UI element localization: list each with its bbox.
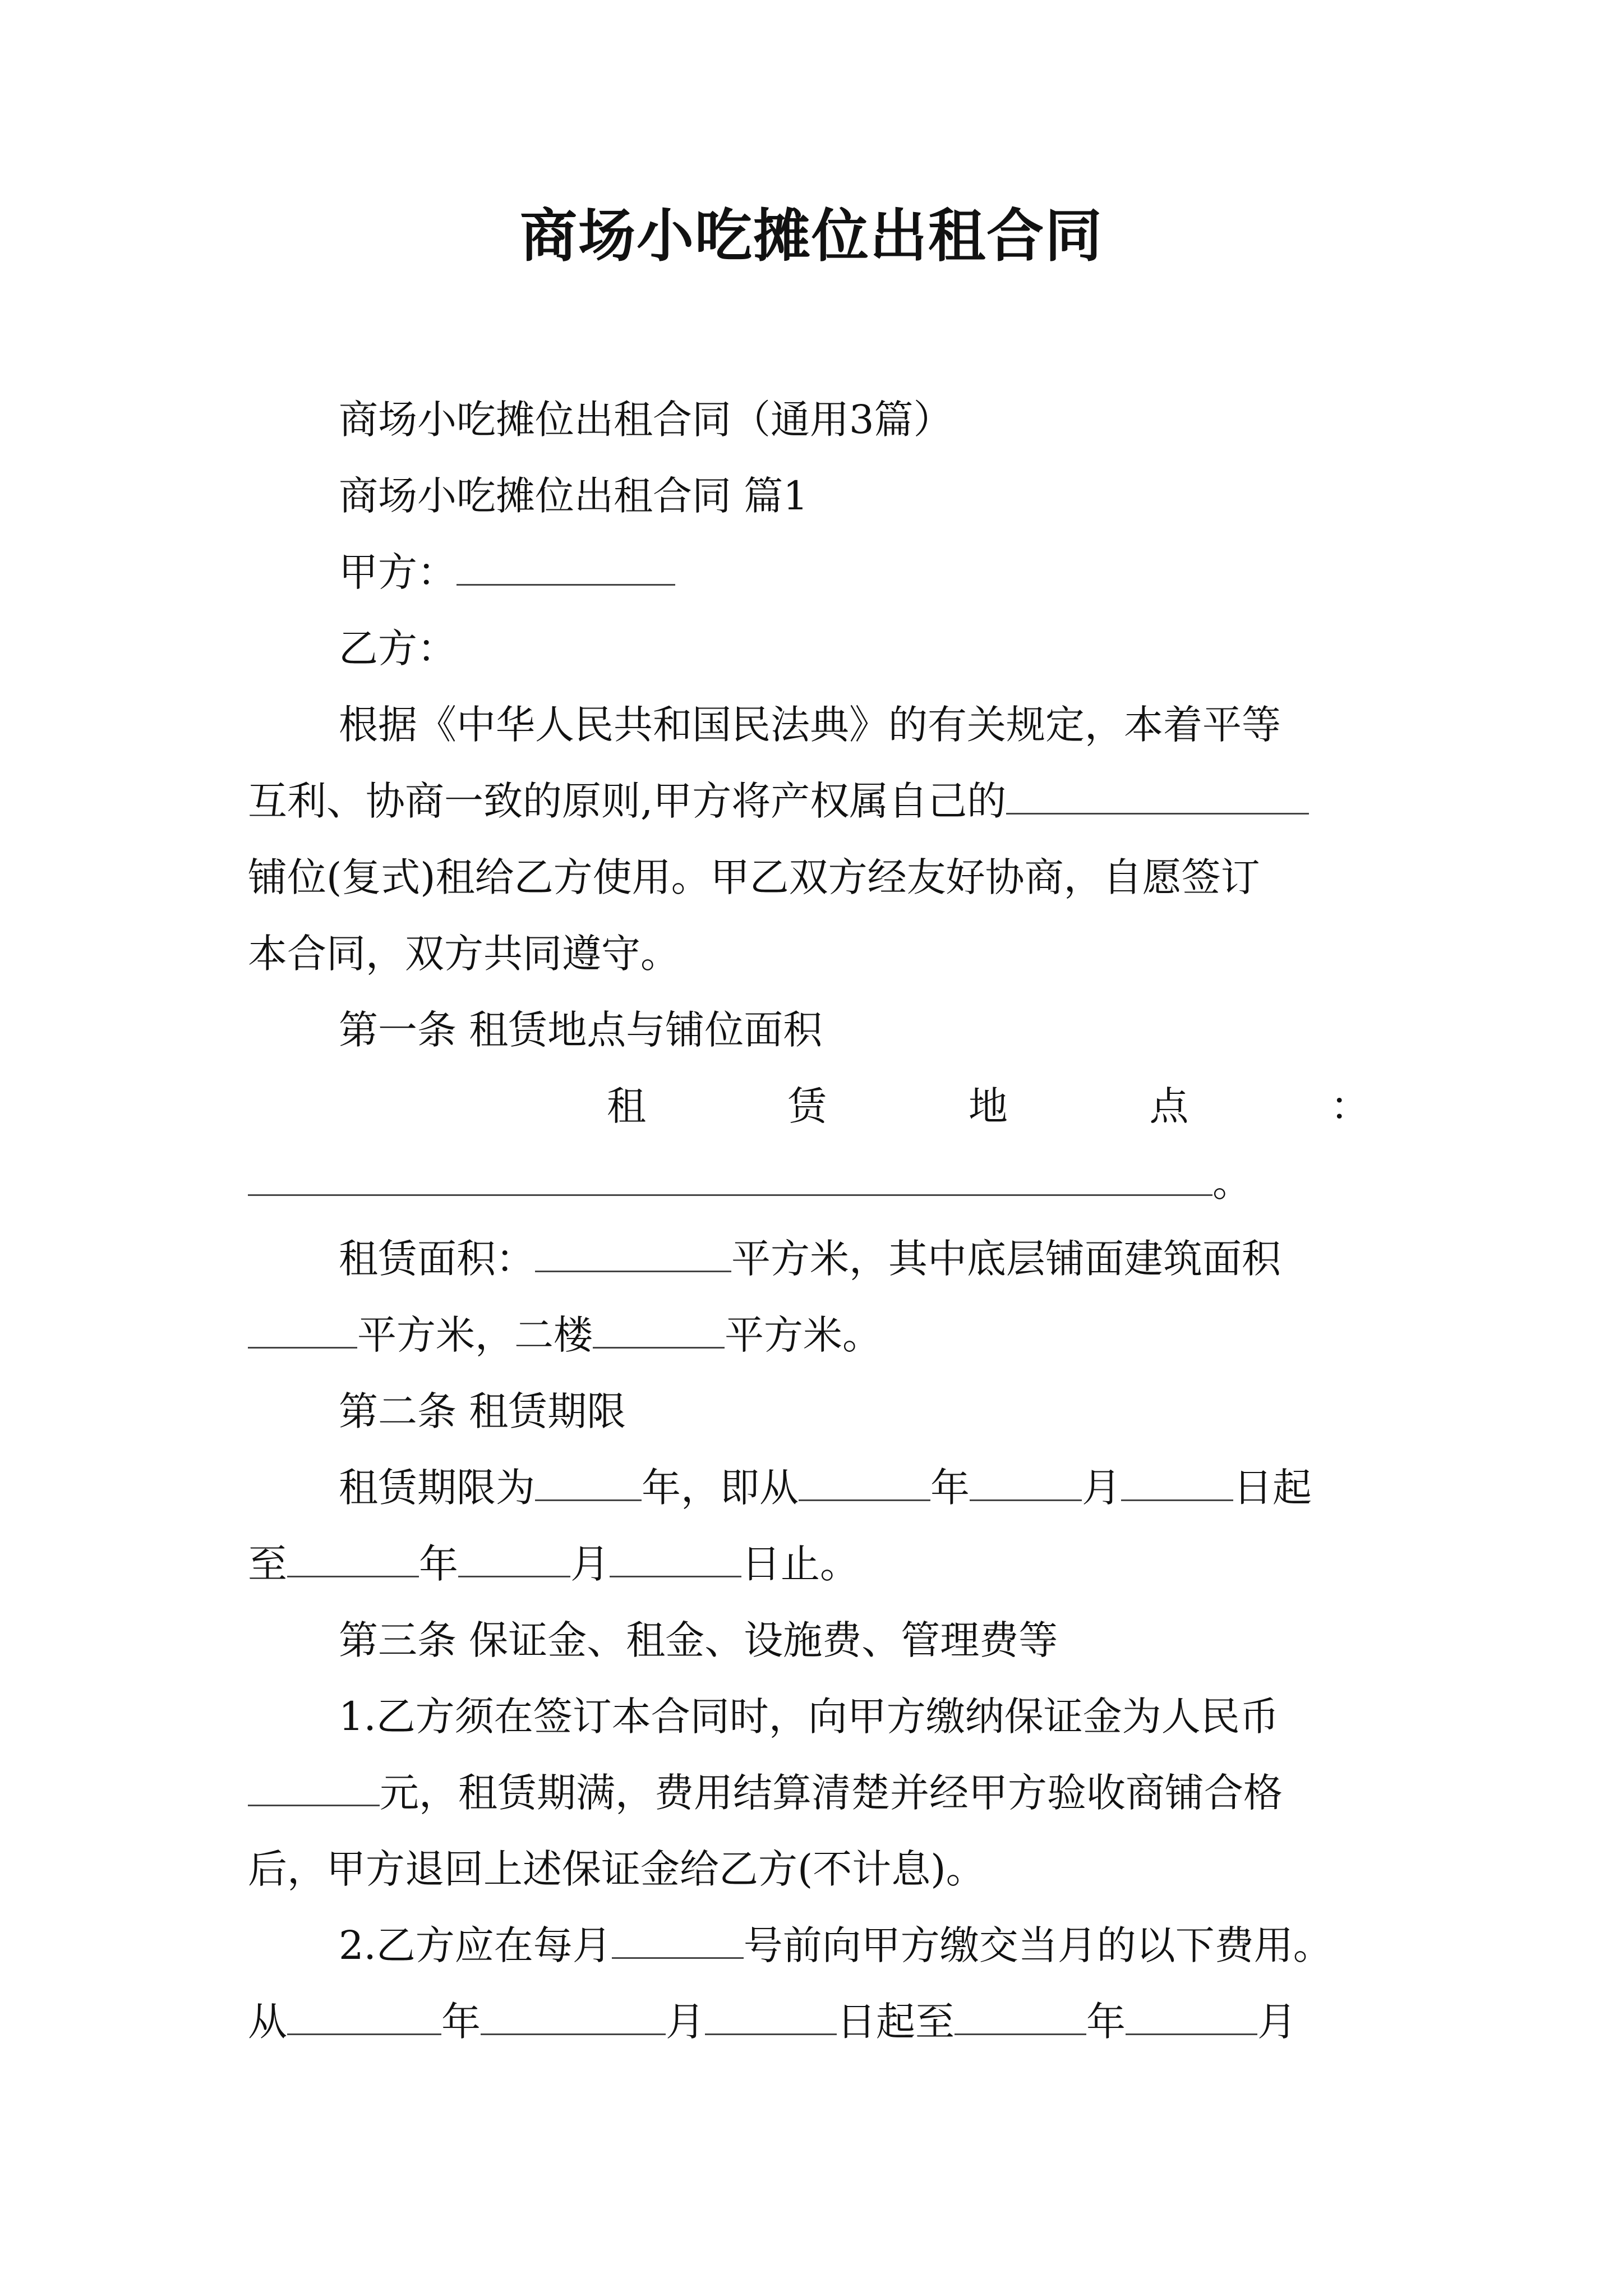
start-day-blank (1121, 1456, 1233, 1501)
deposit-line-2 (248, 1755, 1381, 1831)
start-day-label: 日起 (1233, 1465, 1312, 1511)
term-years-blank (535, 1456, 642, 1501)
article-1-heading: 第一条 租赁地点与铺位面积 (339, 1007, 823, 1053)
end-day-label: 日止。 (741, 1541, 859, 1587)
start-month-label: 月 (1082, 1465, 1121, 1511)
location-end: 。 (1212, 1159, 1252, 1205)
location-char-4: 点 (1149, 1083, 1189, 1129)
party-b-label: 乙方： (339, 625, 457, 671)
intro-line-3: 铺位(复式)租给乙方使用。甲乙双方经友好协商，自愿签订 (248, 854, 1260, 900)
deposit-line-3: 后，甲方退回上述保证金给乙方(不计息)。 (248, 1846, 985, 1892)
payment-start-day-label: 日起至 (837, 1999, 955, 2045)
party-a-label: 甲方： (339, 549, 457, 595)
intro-line-2 (248, 763, 1381, 839)
end-month-label: 月 (570, 1541, 610, 1587)
location-char-1: 租 (607, 1083, 646, 1129)
intro-line-4: 本合同，双方共同遵守。 (248, 931, 680, 977)
article-3-heading: 第三条 保证金、租金、设施费、管理费等 (339, 1617, 1058, 1663)
term-line-1 (248, 1450, 1381, 1526)
payment-end-month-label: 月 (1257, 1999, 1297, 2045)
second-floor-area-blank (593, 1303, 725, 1349)
area-line-2 (248, 1297, 1381, 1373)
payment-label: 2.乙方应在每月 (339, 1922, 612, 1968)
area-label: 租赁面积： (339, 1236, 535, 1282)
payment-from-label: 从 (248, 1999, 287, 2045)
area-line-2-text: 平方米，二楼 (357, 1312, 593, 1358)
intro-line-1: 根据《中华人民共和国民法典》的有关规定，本着平等 (339, 702, 1281, 748)
end-month-blank (458, 1532, 570, 1577)
payment-line-2 (248, 1984, 1381, 2060)
deposit-line-2-text: 元，租赁期满，费用结算清楚并经甲方验收商铺合格 (380, 1770, 1283, 1816)
payment-end-year-label: 年 (1086, 1999, 1126, 2045)
payment-day-blank (612, 1913, 744, 1959)
document-body (248, 381, 1381, 2060)
start-year-blank (799, 1456, 930, 1501)
ground-floor-area-blank (248, 1303, 357, 1349)
party-a-line (248, 534, 1381, 610)
intro-line-2-text: 互利、协商一致的原则,甲方将产权属自己的 (248, 778, 1007, 824)
area-line-1 (248, 1221, 1381, 1297)
term-to-label: 至 (248, 1541, 287, 1587)
payment-start-year-blank (287, 1990, 441, 2035)
area-line-1-text: 平方米，其中底层铺面建筑面积 (731, 1236, 1281, 1282)
deposit-line-1: 1.乙方须在签订本合同时，向甲方缴纳保证金为人民币 (339, 1694, 1279, 1740)
term-line-2 (248, 1526, 1381, 1602)
payment-start-month-blank (481, 1990, 666, 2035)
end-day-blank (610, 1532, 741, 1577)
payment-start-month-label: 月 (666, 1999, 705, 2045)
payment-line-1-text: 号前向甲方缴交当月的以下费用。 (743, 1922, 1332, 1968)
location-char-3: 地 (969, 1083, 1008, 1129)
total-area-blank (535, 1227, 731, 1272)
payment-start-year-label: 年 (441, 1999, 481, 2045)
end-year-blank (287, 1532, 419, 1577)
document-title: 商场小吃摊位出租合同 (520, 203, 1103, 270)
payment-end-year-blank (955, 1990, 1086, 2035)
start-year-label: 年 (930, 1465, 970, 1511)
end-year-label: 年 (419, 1541, 458, 1587)
party-a-blank (457, 540, 675, 586)
location-char-2: 赁 (787, 1083, 827, 1129)
party-b-line (248, 610, 1381, 687)
payment-start-day-blank (705, 1990, 837, 2035)
area-line-2-end: 平方米。 (725, 1312, 882, 1358)
document-subtitle: 商场小吃摊位出租合同（通用3篇） (339, 397, 953, 443)
property-blank (1006, 769, 1309, 815)
start-month-blank (970, 1456, 1082, 1501)
article-2-heading: 第二条 租赁期限 (339, 1388, 626, 1434)
location-blank (248, 1151, 1212, 1196)
deposit-amount-blank (248, 1761, 380, 1806)
location-blank-line (248, 1144, 1381, 1221)
payment-end-month-blank (1126, 1990, 1257, 2035)
term-from-text: 年，即从 (642, 1465, 799, 1511)
section-heading: 商场小吃摊位出租合同 篇1 (339, 473, 808, 519)
term-label: 租赁期限为 (339, 1465, 535, 1511)
payment-line-1 (248, 1907, 1381, 1984)
location-colon: ： (1330, 1083, 1370, 1129)
location-label-row (248, 1068, 1381, 1144)
